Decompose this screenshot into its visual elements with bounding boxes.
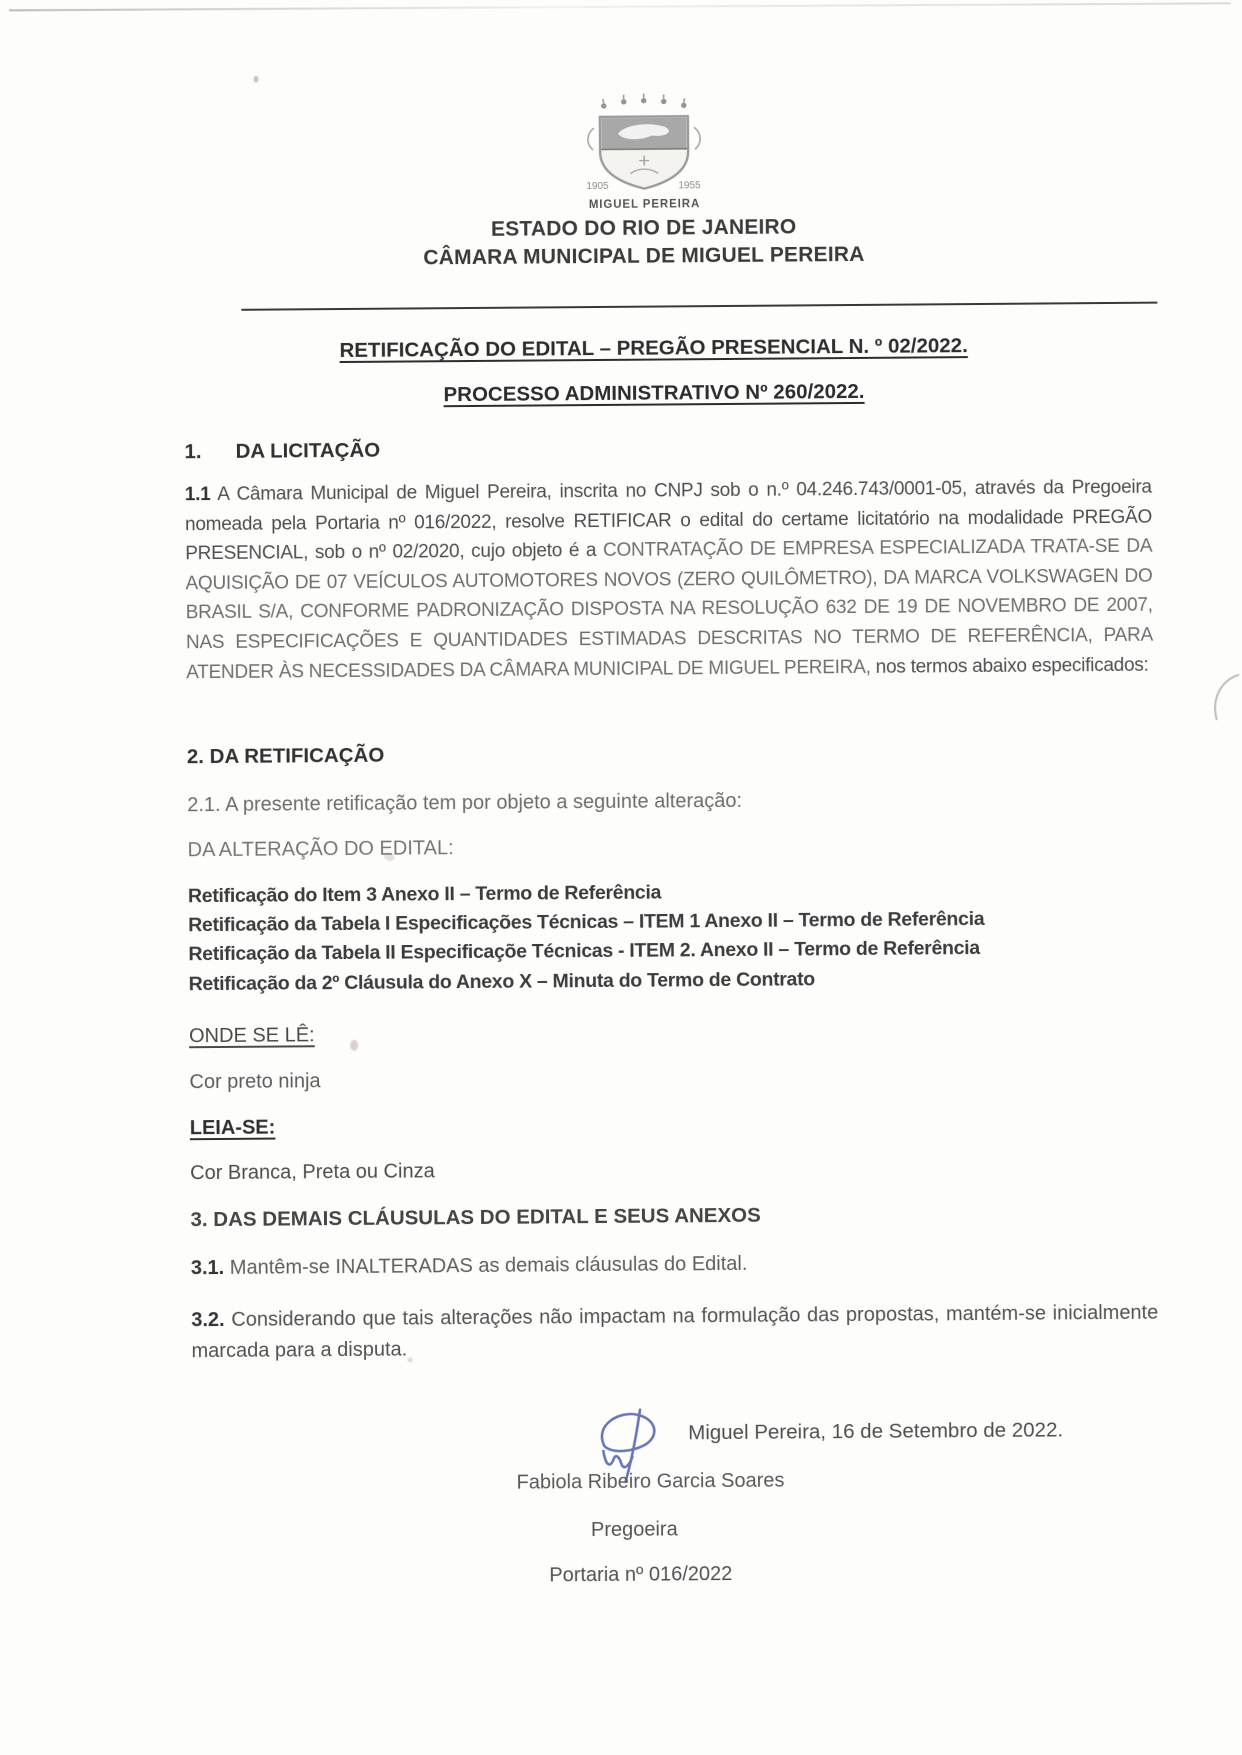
leia-se-label: LEIA-SE:: [189, 1116, 276, 1140]
leia-se-value: Cor Branca, Preta ou Cinza: [190, 1160, 435, 1185]
onde-se-le-value: Cor preto ninja: [189, 1070, 321, 1094]
clause-3-2-number: 3.2.: [191, 1308, 225, 1332]
onde-se-le-label: ONDE SE LÊ:: [188, 1024, 315, 1048]
clause-3-1: [191, 1253, 748, 1280]
right-flourish-icon: [694, 127, 700, 149]
section1-number: 1.: [184, 440, 202, 464]
section3-heading: 3. DAS DEMAIS CLÁUSULAS DO EDITAL E SEUS ANEXOS: [190, 1203, 761, 1232]
logo-year-left: 1905: [586, 180, 609, 193]
header-divider: [241, 302, 1157, 311]
scan-artifact-top-streak: [9, 2, 1231, 11]
logo-caption: MIGUEL PEREIRA: [588, 196, 701, 212]
clause-1-1-part3: nos termos abaixo especificados:: [870, 654, 1149, 678]
change-item-2: Retificação da Tabela I Especificações Técnicas – ITEM 1 Anexo II – Termo de Referência: [188, 908, 985, 937]
doc-title-text: RETIFICAÇÃO DO EDITAL – PREGÃO PRESENCIAL N. º 02/2022.: [339, 334, 968, 363]
clause-2-1: 2.1. A presente retificação tem por objeto a seguinte alteração:: [187, 789, 743, 817]
logo-year-right: 1955: [678, 180, 701, 192]
process-title: [134, 377, 1174, 409]
clause-1-1-number: 1.1: [184, 484, 211, 506]
clause-3-2: [191, 1298, 1158, 1367]
clause-1-1-part1: A Câmara Municipal de Miguel Pereira, inscrita no CNPJ sob o n.º 04.246.743/0001-05, através da Pregoeira nomeada pela Portaria nº 016/2022, resolve RETIFICAR o edital do certame licitatório na modalidade PREGÃO PRESENCIAL, sob o nº 02/2020, cujo objeto é a: [184, 476, 1153, 565]
date-line: Miguel Pereira, 16 de Setembro de 2022.: [688, 1418, 1064, 1445]
paragraph-1-1: [185, 473, 1154, 688]
change-item-4: Retificação da 2º Cláusula do Anexo X – Minuta do Termo de Contrato: [188, 967, 816, 995]
signer-role: Pregoeira: [590, 1518, 678, 1542]
clause-1-1-part2: CONTRATAÇÃO DE EMPRESA ESPECIALIZADA TRATA-SE DA AQUISIÇÃO DE 07 VEÍCULOS AUTOMOTORES NOVOS (ZERO QUILÔMETRO), DA MARCA VOLKSWAGEN DO BRASIL S/A, CONFORME PADRONIZAÇÃO DISPOSTA NA RESOLUÇÃO 632 DE 19 DE NOVEMBRO DE 2007, NAS ESPECIFICAÇÕES E QUANTIDADES ESTIMADAS DESCRITAS NO TERMO DE REFERÊNCIA, PARA ATENDER ÀS NECESSIDADES DA CÂMARA MUNICIPAL DE MIGUEL PEREIRA,: [185, 535, 1154, 683]
scan-artifact-speckle-2: [350, 1040, 358, 1051]
clause-3-1-number: 3.1.: [190, 1256, 225, 1280]
signer-ordinance: Portaria nº 016/2022: [549, 1562, 733, 1587]
clause-3-1-text: Mantêm-se INALTERADAS as demais cláusulas do Edital.: [224, 1252, 748, 1279]
scan-artifact-dot: [254, 76, 259, 83]
edital-change-subheading: DA ALTERAÇÃO DO EDITAL:: [187, 837, 454, 862]
process-title-text: PROCESSO ADMINISTRATIVO Nº 260/2022.: [443, 379, 865, 407]
change-item-1: Retificação do Item 3 Anexo II – Termo de Referência: [187, 881, 662, 908]
change-item-3: Retificação da Tabela II Especificaçõe Técnicas - ITEM 2. Anexo II – Termo de Referência: [188, 937, 980, 966]
signer-name: Fabiola Ribeiro Garcia Soares: [516, 1469, 785, 1494]
scan-artifact-right-curl: [1208, 673, 1242, 723]
left-flourish-icon: [588, 128, 594, 150]
change-list: [188, 875, 1169, 1000]
section2-heading: 2. DA RETIFICAÇÃO: [186, 743, 385, 769]
clause-3-2-text: Considerando que tais alterações não impactam na formulação das propostas, mantém-se inicialmente marcada para a disputa.: [191, 1301, 1159, 1362]
org-state-line: ESTADO DO RIO DE JANEIRO: [490, 215, 797, 241]
org-chamber-line: CÂMARA MUNICIPAL DE MIGUEL PEREIRA: [423, 242, 865, 270]
section1-heading-text: DA LICITAÇÃO: [235, 438, 381, 463]
doc-title: [134, 332, 1174, 364]
coat-of-arms: [580, 93, 709, 194]
tassels-icon: [602, 93, 686, 108]
section1-heading: [184, 439, 380, 465]
